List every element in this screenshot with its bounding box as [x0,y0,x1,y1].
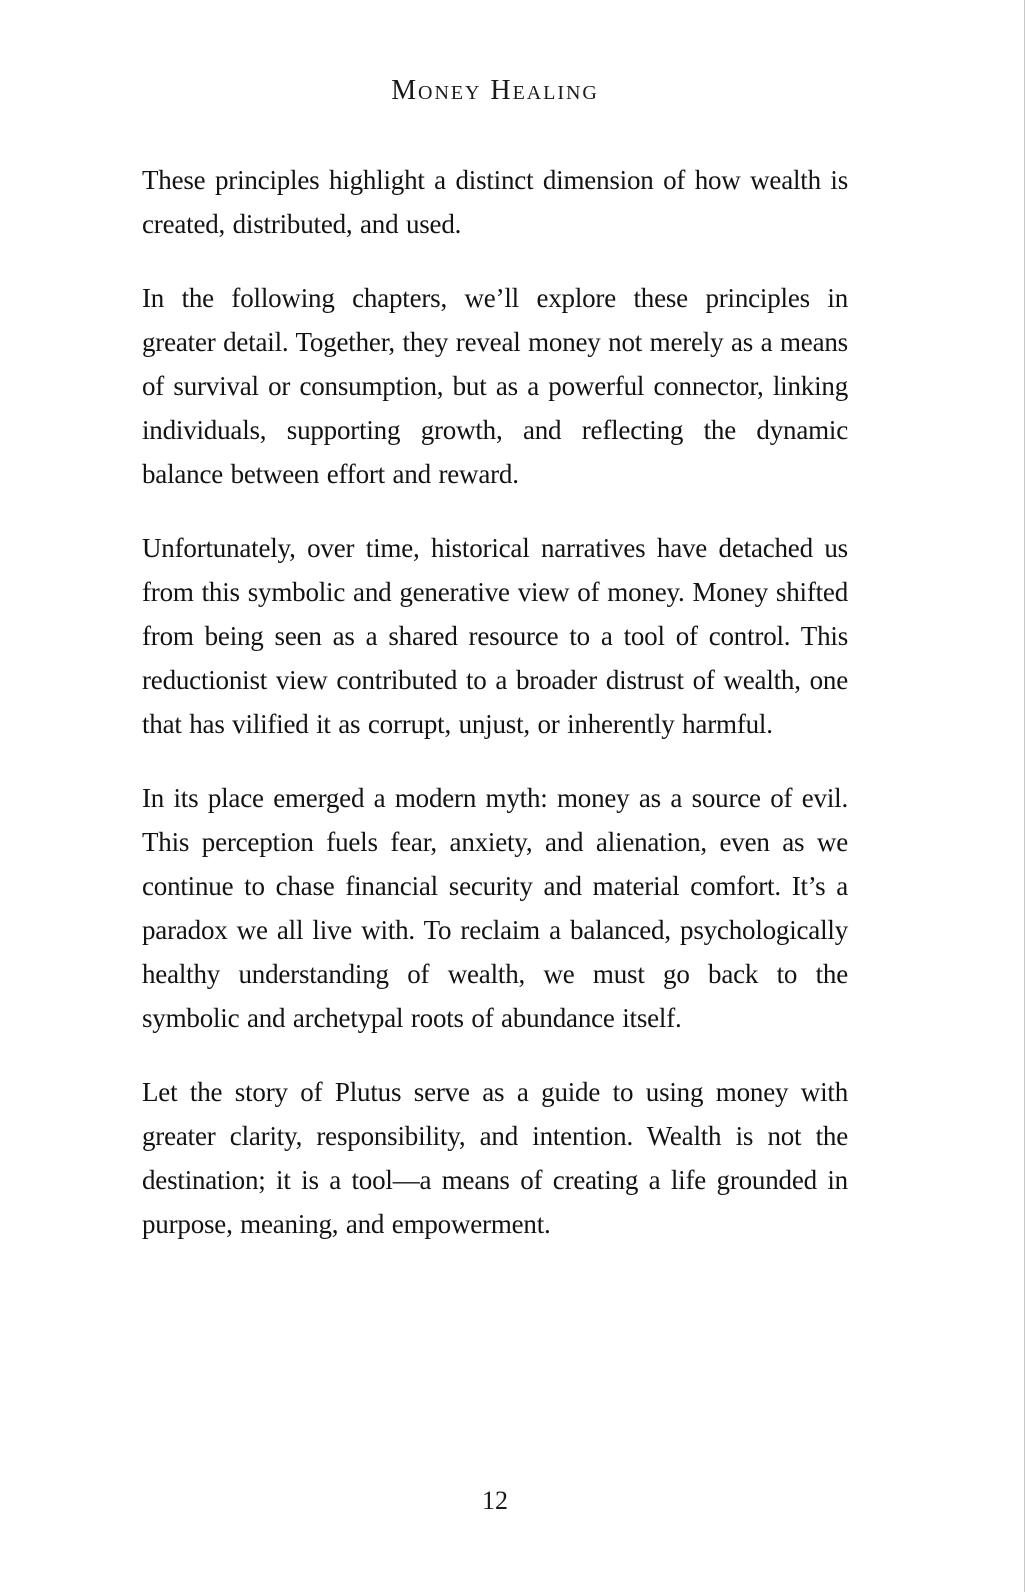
running-header: Money Healing [391,75,599,106]
page-number: 12 [482,1486,508,1515]
body-paragraph: Let the story of Plutus serve as a guide to using money with greater clarity, responsibility, and intention. Wealth is not the destination; it is a tool—a means of creating a life grounded in purpose, meaning, and empowerment. [142,1077,848,1239]
body-paragraph: In its place emerged a modern myth: money as a source of evil. This perception fuels fear, anxiety, and alienation, even as we continue to chase financial security and material comfort. It’s a paradox we all live with. To reclaim a balanced, psychologically healthy understanding of wealth, we must go back to the symbolic and archetypal roots of abundance itself. [142,783,848,1033]
body-paragraph: These principles highlight a distinct dimension of how wealth is created, distributed, and used. [142,165,848,239]
body-paragraph: In the following chapters, we’ll explore these principles in greater detail. Together, they reveal money not merely as a means of survival or consumption, but as a powerful connector, linking individuals, supporting growth, and reflecting the dynamic balance between effort and reward. [142,283,848,489]
page-right-edge-divider [1024,0,1025,1592]
body-paragraph: Unfortunately, over time, historical narratives have detached us from this symbolic and generative view of money. Money shifted from being seen as a shared resource to a tool of control. This reductionist view contributed to a broader distrust of wealth, one that has vilified it as corrupt, unjust, or inherently harmful. [142,533,848,739]
page-body-text [142,158,848,1246]
